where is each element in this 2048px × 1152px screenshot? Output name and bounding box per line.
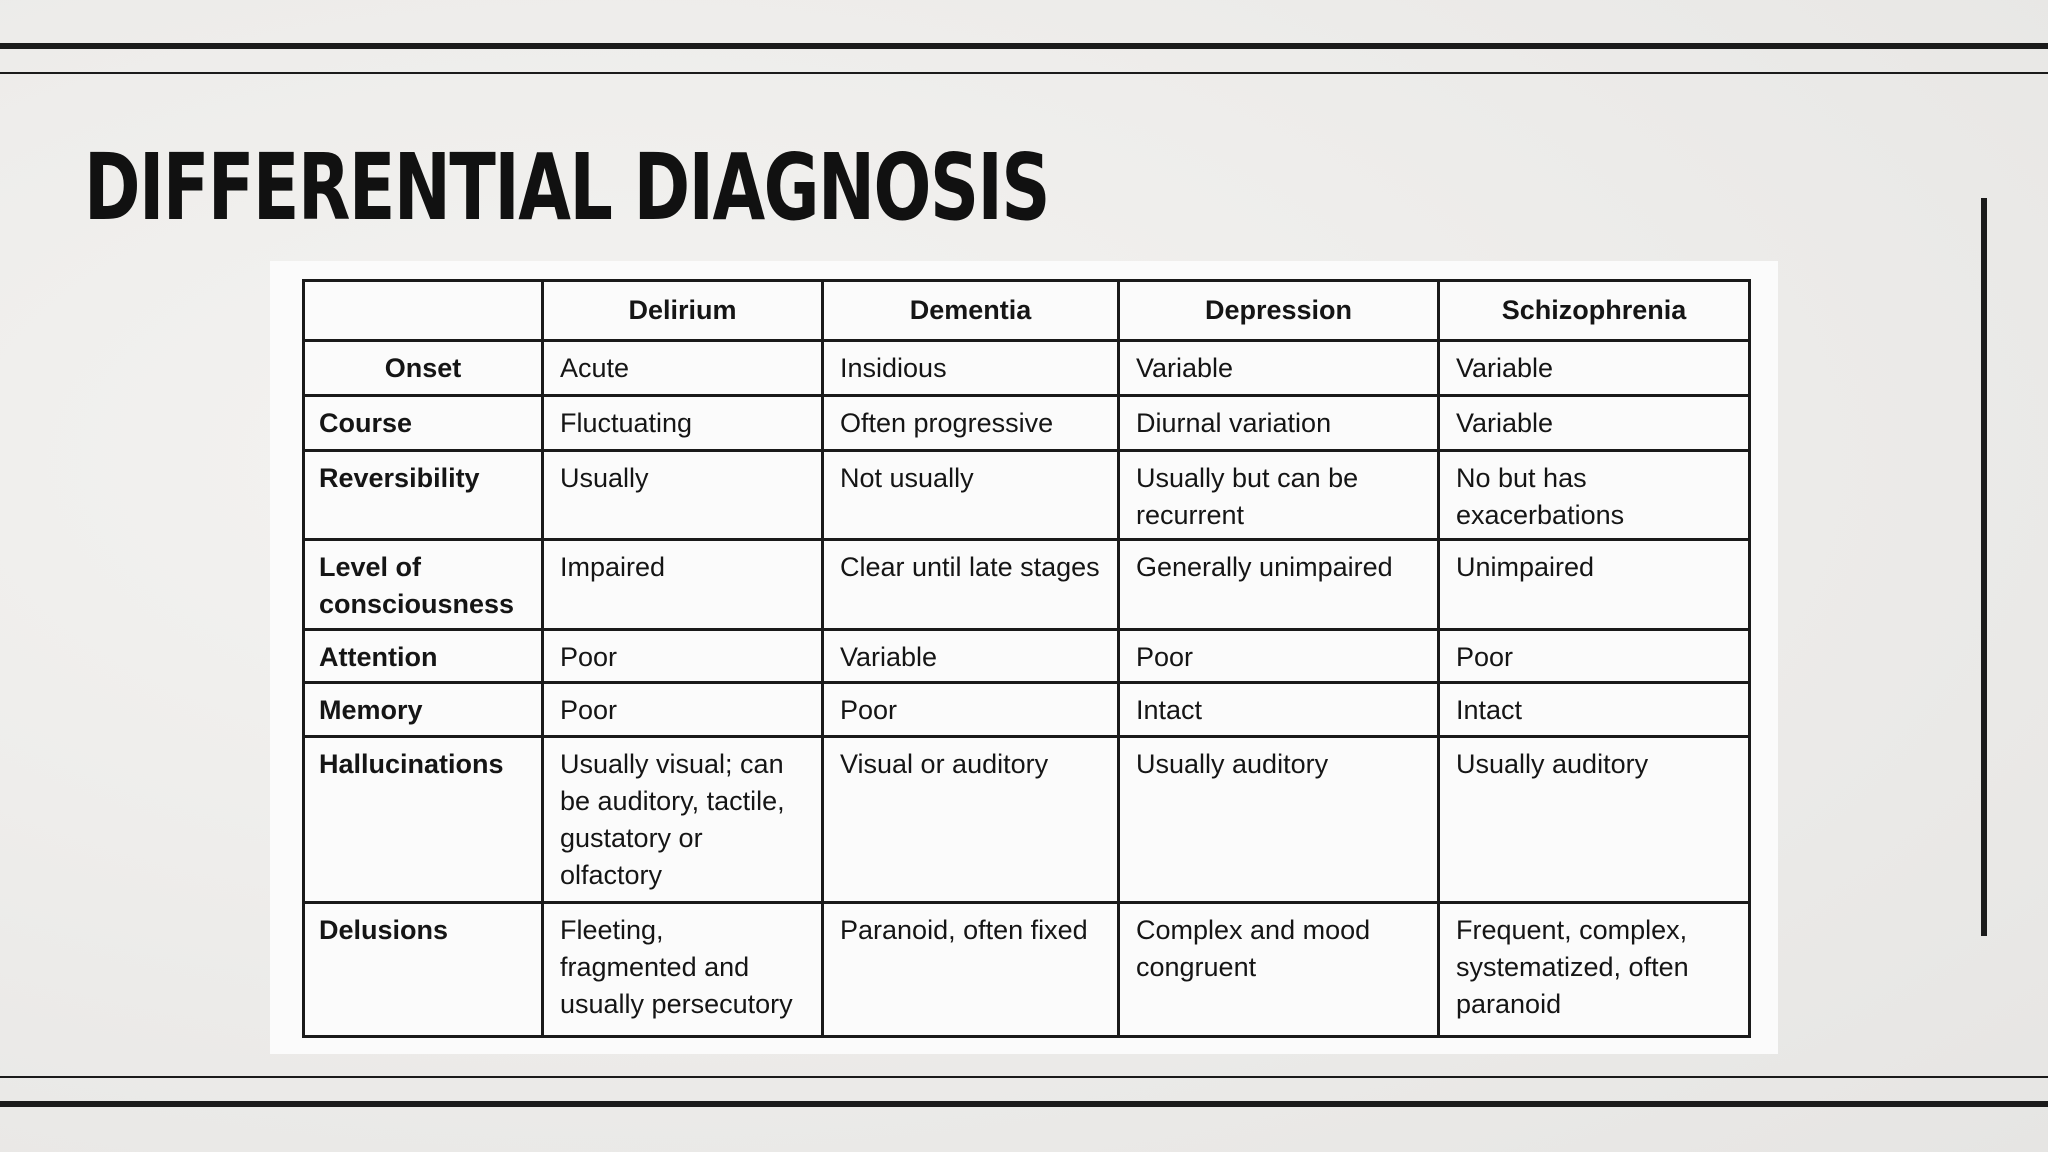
right-accent-bar xyxy=(1981,198,1987,936)
table-cell: Usually visual; can be auditory, tactile, gustatory or olfactory xyxy=(543,737,823,903)
top-border-thick xyxy=(0,43,2048,49)
table-cell: Intact xyxy=(1439,683,1750,737)
table-cell: Often progressive xyxy=(823,396,1119,451)
header-dementia: Dementia xyxy=(823,281,1119,341)
table-row xyxy=(304,737,1750,903)
bottom-border-thick xyxy=(0,1101,2048,1107)
row-label-onset: Onset xyxy=(304,341,543,396)
header-depression: Depression xyxy=(1119,281,1439,341)
table-cell: Visual or auditory xyxy=(823,737,1119,903)
table-cell: Poor xyxy=(1119,630,1439,683)
table-header-row xyxy=(304,281,1750,341)
table-cell: Usually but can be recurrent xyxy=(1119,451,1439,540)
table-cell: Variable xyxy=(823,630,1119,683)
row-label-attention: Attention xyxy=(304,630,543,683)
row-label-level-of-consciousness: Level of consciousness xyxy=(304,540,543,630)
table-cell: Unimpaired xyxy=(1439,540,1750,630)
table-cell: Poor xyxy=(1439,630,1750,683)
header-schizophrenia: Schizophrenia xyxy=(1439,281,1750,341)
table-row xyxy=(304,683,1750,737)
row-label-reversibility: Reversibility xyxy=(304,451,543,540)
table-cell: Poor xyxy=(543,630,823,683)
row-label-memory: Memory xyxy=(304,683,543,737)
table-cell: Frequent, complex, systematized, often paranoid xyxy=(1439,903,1750,1037)
bottom-border-thin xyxy=(0,1076,2048,1078)
table-cell: Usually xyxy=(543,451,823,540)
table-row xyxy=(304,451,1750,540)
slide-title: DIFFERENTIAL DIAGNOSIS xyxy=(84,134,1049,241)
table-cell: Poor xyxy=(823,683,1119,737)
table-cell: Paranoid, often fixed xyxy=(823,903,1119,1037)
table-cell: Generally unimpaired xyxy=(1119,540,1439,630)
table-cell: Complex and mood congruent xyxy=(1119,903,1439,1037)
table-row xyxy=(304,540,1750,630)
table-cell: Variable xyxy=(1119,341,1439,396)
table-cell: Impaired xyxy=(543,540,823,630)
row-label-delusions: Delusions xyxy=(304,903,543,1037)
table-cell: Variable xyxy=(1439,341,1750,396)
top-border-thin xyxy=(0,72,2048,74)
row-label-course: Course xyxy=(304,396,543,451)
table-cell: Variable xyxy=(1439,396,1750,451)
table-cell: Fleeting, fragmented and usually persecutory xyxy=(543,903,823,1037)
table-row xyxy=(304,396,1750,451)
table-row xyxy=(304,341,1750,396)
table-cell: Usually auditory xyxy=(1439,737,1750,903)
table-cell: Usually auditory xyxy=(1119,737,1439,903)
header-corner-cell xyxy=(304,281,543,341)
table-image-card xyxy=(270,261,1778,1054)
table-cell: Not usually xyxy=(823,451,1119,540)
table-cell: Clear until late stages xyxy=(823,540,1119,630)
table-cell: Diurnal variation xyxy=(1119,396,1439,451)
table-row xyxy=(304,630,1750,683)
differential-diagnosis-table xyxy=(302,279,1751,1038)
table-row xyxy=(304,903,1750,1037)
table-cell: Poor xyxy=(543,683,823,737)
table-cell: Insidious xyxy=(823,341,1119,396)
header-delirium: Delirium xyxy=(543,281,823,341)
row-label-hallucinations: Hallucinations xyxy=(304,737,543,903)
table-cell: Acute xyxy=(543,341,823,396)
table-cell: No but has exacerbations xyxy=(1439,451,1750,540)
table-cell: Intact xyxy=(1119,683,1439,737)
table-cell: Fluctuating xyxy=(543,396,823,451)
